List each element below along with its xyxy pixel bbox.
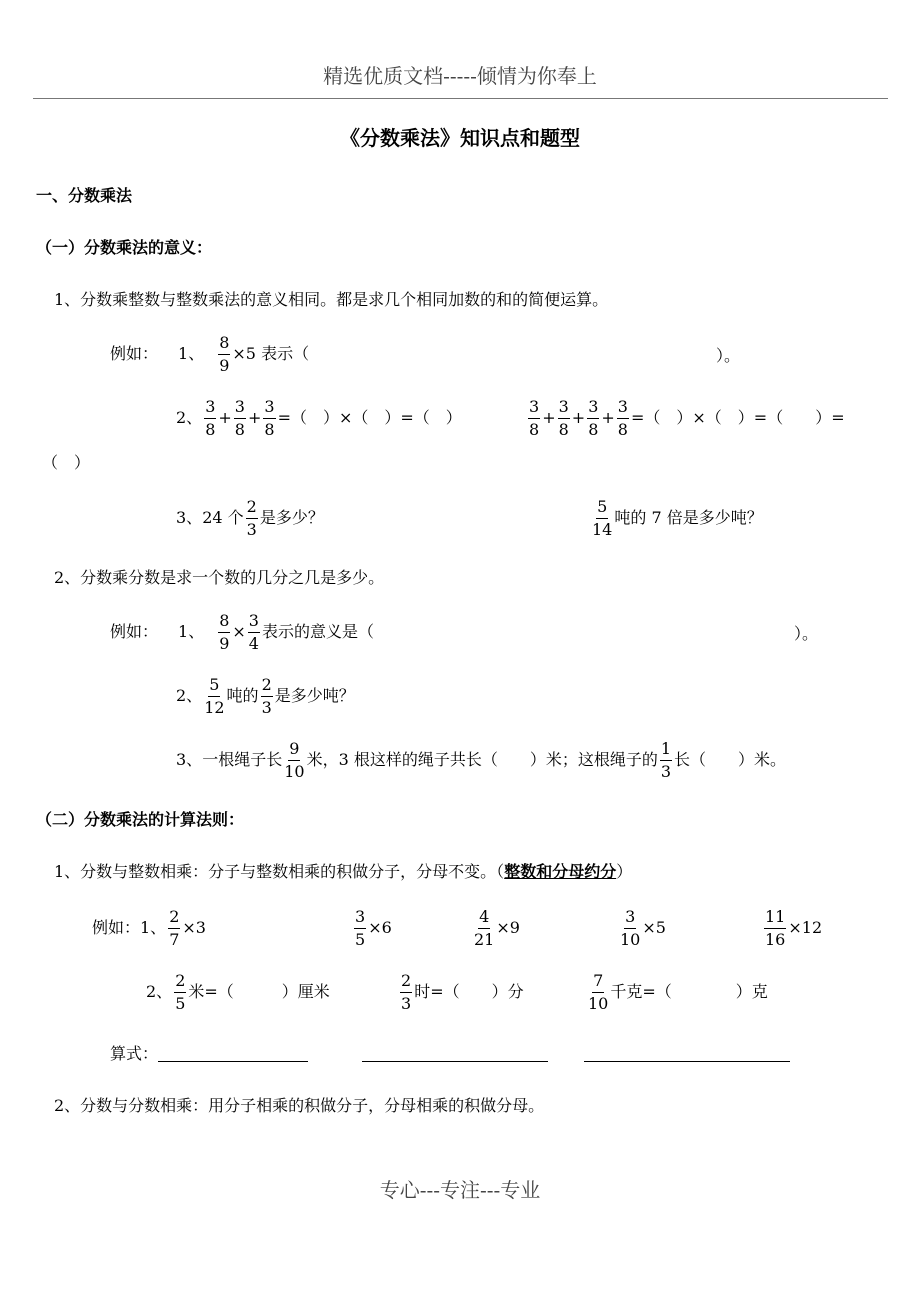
equation-tail: =（ ）×（ ）=（ ）= <box>630 408 845 428</box>
example-3-part-b <box>590 498 763 538</box>
numerator: 2 <box>168 908 180 929</box>
example-number: 2、 <box>176 686 203 706</box>
numerator: 3 <box>204 398 216 419</box>
denominator: 21 <box>474 929 495 949</box>
answer-close: ）。 <box>716 346 741 365</box>
numerator: 9 <box>288 740 300 761</box>
numerator: 2 <box>400 972 412 993</box>
example-4 <box>110 612 374 652</box>
fraction <box>474 908 494 948</box>
fraction <box>234 398 246 438</box>
numerator: 11 <box>764 908 786 929</box>
document-title: 《分数乘法》知识点和题型 <box>340 126 580 150</box>
fraction <box>284 740 304 780</box>
denominator: 8 <box>264 419 275 439</box>
subsection-heading-meaning: （一）分数乘法的意义： <box>36 238 213 257</box>
denominator: 12 <box>204 697 225 717</box>
denominator: 4 <box>248 633 259 653</box>
fraction <box>660 740 672 780</box>
paragraph-rule-3 <box>54 864 632 880</box>
plus-sign: + <box>247 408 262 428</box>
fraction <box>587 398 599 438</box>
denominator: 8 <box>617 419 628 439</box>
plus-sign: + <box>601 408 615 428</box>
denominator: 10 <box>620 929 641 949</box>
formula-label: 算式： <box>110 1044 159 1063</box>
answer-close: ）。 <box>794 624 819 643</box>
question-middle: 米，3 根这样的绳子共长（ ）米；这根绳子的 <box>306 750 658 770</box>
example-7-item <box>618 908 666 948</box>
denominator: 3 <box>660 761 672 781</box>
example-2-part-a <box>176 398 462 438</box>
page-footer: 专心---专注---专业 <box>379 1178 541 1202</box>
numerator: 7 <box>592 972 604 993</box>
plus-sign: + <box>542 408 556 428</box>
example-7-item <box>762 908 822 948</box>
wrapped-answer: （ ） <box>42 453 91 472</box>
numerator: 1 <box>660 740 672 761</box>
numerator: 3 <box>587 398 599 419</box>
denominator: 8 <box>234 419 245 439</box>
fraction <box>620 908 640 948</box>
expression-text: 表示的意义是（ <box>261 622 374 642</box>
plus-sign: + <box>571 408 586 428</box>
fraction <box>617 398 629 438</box>
formula-blank-1[interactable] <box>158 1047 308 1062</box>
denominator: 14 <box>592 519 613 539</box>
denominator: 5 <box>175 993 186 1013</box>
example-3-part-a <box>176 498 324 538</box>
numerator: 5 <box>596 498 608 519</box>
paragraph-rule-1: 1、分数乘整数与整数乘法的意义相同。都是求几个相同加数的和的简便运算。 <box>54 290 609 309</box>
question-suffix: 吨的 7 倍是多少吨？ <box>614 508 763 528</box>
formula-blank-3[interactable] <box>584 1047 790 1062</box>
denominator: 8 <box>205 419 216 439</box>
numerator: 3 <box>234 398 246 419</box>
denominator: 8 <box>529 419 540 439</box>
fraction <box>174 972 186 1012</box>
fraction <box>204 676 224 716</box>
example-number: 1、 <box>178 622 205 642</box>
subsection-heading-rules: （二）分数乘法的计算法则： <box>36 810 245 829</box>
denominator: 9 <box>219 355 230 375</box>
denominator: 8 <box>558 419 569 439</box>
multiplier: ×12 <box>788 918 823 938</box>
example-2-part-b <box>526 398 845 438</box>
example-8-part-a <box>146 972 330 1012</box>
paragraph-rule-4: 2、分数与分数相乘：用分子相乘的积做分子，分母相乘的积做分母。 <box>54 1096 545 1115</box>
question-prefix: 24 个 <box>202 508 244 528</box>
example-7-item <box>472 908 520 948</box>
equation-tail: =（ ）×（ ）=（ ） <box>277 408 462 428</box>
numerator: 8 <box>218 334 230 355</box>
denominator: 8 <box>588 419 599 439</box>
conversion-text: 米=（ ）厘米 <box>188 982 330 1002</box>
fraction <box>588 972 608 1012</box>
numerator: 4 <box>478 908 490 929</box>
numerator: 3 <box>558 398 570 419</box>
times-sign: × <box>232 622 246 642</box>
numerator: 2 <box>246 498 258 519</box>
numerator: 8 <box>218 612 230 633</box>
plus-sign: + <box>218 408 232 428</box>
numerator: 3 <box>624 908 636 929</box>
denominator: 3 <box>261 697 272 717</box>
question-middle: 吨的 <box>226 686 259 706</box>
example-number: 3、 <box>176 508 203 528</box>
fraction <box>204 398 216 438</box>
example-number: 3、 <box>176 750 203 770</box>
denominator: 3 <box>246 519 257 539</box>
denominator: 7 <box>169 929 180 949</box>
fraction <box>354 908 366 948</box>
fraction <box>218 334 230 374</box>
multiplier: ×9 <box>496 918 520 938</box>
example-8-part-c <box>586 972 768 1012</box>
example-8-part-b <box>398 972 524 1012</box>
numerator: 2 <box>174 972 186 993</box>
multiplier: ×3 <box>182 918 206 938</box>
example-label: 例如：1、 <box>92 918 167 938</box>
emphasis-text: 整数和分母约分 <box>504 862 617 881</box>
fraction <box>218 612 230 652</box>
example-7-label <box>92 908 206 948</box>
example-label: 例如： <box>110 622 159 642</box>
fraction <box>263 398 275 438</box>
fraction <box>400 972 412 1012</box>
fraction <box>168 908 180 948</box>
expression-text: ×5 表示（ <box>232 344 310 364</box>
denominator: 3 <box>401 993 412 1013</box>
denominator: 10 <box>284 761 305 781</box>
numerator: 3 <box>528 398 540 419</box>
question-suffix: 长（ ）米。 <box>674 750 787 770</box>
rule-close: ） <box>616 862 633 881</box>
example-number: 2、 <box>146 982 173 1002</box>
numerator: 5 <box>208 676 220 697</box>
fraction <box>261 676 273 716</box>
numerator: 3 <box>248 612 260 633</box>
header-rule <box>33 98 888 99</box>
fraction <box>248 612 260 652</box>
example-5 <box>176 676 355 716</box>
denominator: 5 <box>355 929 366 949</box>
denominator: 9 <box>219 633 230 653</box>
fraction <box>764 908 786 948</box>
numerator: 3 <box>263 398 275 419</box>
page-header: 精选优质文档-----倾情为你奉上 <box>323 64 597 88</box>
example-1 <box>110 334 309 374</box>
denominator: 10 <box>588 993 609 1013</box>
fraction <box>558 398 570 438</box>
example-number: 1、 <box>178 344 205 364</box>
question-suffix: 是多少？ <box>259 508 324 528</box>
formula-blank-2[interactable] <box>362 1047 548 1062</box>
multiplier: ×5 <box>642 918 666 938</box>
fraction <box>528 398 540 438</box>
example-7-item <box>352 908 392 948</box>
conversion-text: 千克=（ ）克 <box>610 982 768 1002</box>
numerator: 2 <box>261 676 273 697</box>
example-6 <box>176 740 786 780</box>
formula-row <box>110 1046 790 1062</box>
numerator: 3 <box>354 908 366 929</box>
rule-text: 1、分数与整数相乘：分子与整数相乘的积做分子，分母不变。（ <box>54 862 505 881</box>
paragraph-rule-2: 2、分数乘分数是求一个数的几分之几是多少。 <box>54 568 385 587</box>
fraction <box>592 498 612 538</box>
question-prefix: 一根绳子长 <box>202 750 283 770</box>
fraction <box>246 498 258 538</box>
conversion-text: 时=（ ）分 <box>414 982 524 1002</box>
example-label: 例如： <box>110 344 159 364</box>
denominator: 16 <box>765 929 786 949</box>
numerator: 3 <box>617 398 629 419</box>
multiplier: ×6 <box>368 918 392 938</box>
question-suffix: 是多少吨？ <box>274 686 355 706</box>
example-number: 2、 <box>176 408 203 428</box>
section-heading-1: 一、分数乘法 <box>36 186 133 205</box>
